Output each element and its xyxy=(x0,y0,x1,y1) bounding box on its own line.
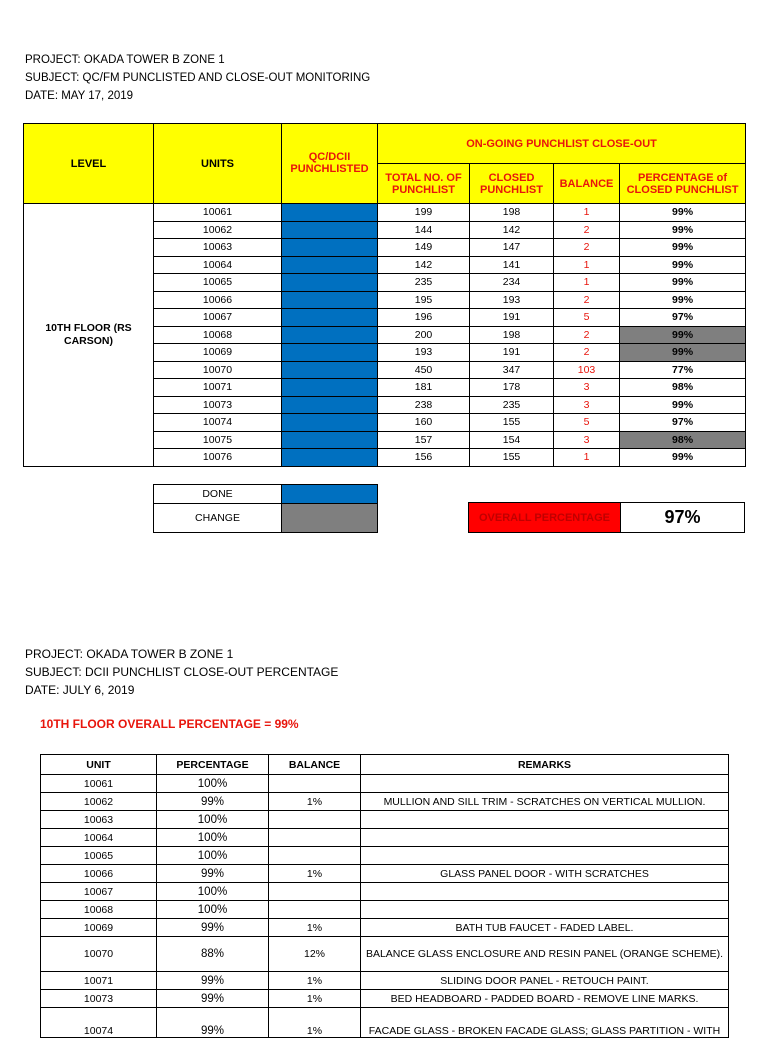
header-units: UNITS xyxy=(154,124,282,204)
balance-cell: 12% xyxy=(269,937,361,972)
qc-status-cell xyxy=(282,204,378,222)
percentage-cell: 99% xyxy=(620,449,746,467)
closed-cell: 147 xyxy=(470,239,554,257)
table-row xyxy=(41,775,729,793)
percentage-cell: 99% xyxy=(620,221,746,239)
percentage-cell: 100% xyxy=(157,901,269,919)
unit-cell: 10064 xyxy=(154,256,282,274)
balance-cell: 2 xyxy=(554,291,620,309)
unit-cell: 10061 xyxy=(41,775,157,793)
total-cell: 235 xyxy=(378,274,470,292)
table-row xyxy=(41,865,729,883)
unit-cell: 10068 xyxy=(154,326,282,344)
unit-cell: 10071 xyxy=(41,972,157,990)
unit-cell: 10073 xyxy=(154,396,282,414)
balance-cell: 1% xyxy=(269,919,361,937)
closed-cell: 141 xyxy=(470,256,554,274)
unit-cell: 10068 xyxy=(41,901,157,919)
balance-cell: 1% xyxy=(269,990,361,1008)
closed-cell: 178 xyxy=(470,379,554,397)
table-row xyxy=(41,919,729,937)
report1-subject: SUBJECT: QC/FM PUNCLISTED AND CLOSE-OUT MONITORING xyxy=(25,72,371,84)
balance-cell: 1% xyxy=(269,972,361,990)
balance-cell: 1% xyxy=(269,865,361,883)
total-cell: 142 xyxy=(378,256,470,274)
balance-cell xyxy=(269,847,361,865)
percentage-cell: 99% xyxy=(620,396,746,414)
closed-cell: 155 xyxy=(470,414,554,432)
balance-cell xyxy=(269,829,361,847)
percentage-cell: 99% xyxy=(620,274,746,292)
balance-cell: 2 xyxy=(554,239,620,257)
total-cell: 181 xyxy=(378,379,470,397)
remarks-cell: GLASS PANEL DOOR - WITH SCRATCHES xyxy=(361,865,729,883)
table-row xyxy=(41,883,729,901)
legend-change-swatch xyxy=(282,504,378,533)
unit-cell: 10067 xyxy=(154,309,282,327)
closed-cell: 155 xyxy=(470,449,554,467)
header-percentage: PERCENTAGE xyxy=(157,755,269,775)
report1-date: DATE: MAY 17, 2019 xyxy=(25,90,134,102)
unit-cell: 10067 xyxy=(41,883,157,901)
table-row xyxy=(41,793,729,811)
report2-subject: SUBJECT: DCII PUNCHLIST CLOSE-OUT PERCENTAGE xyxy=(25,665,339,679)
unit-cell: 10066 xyxy=(154,291,282,309)
qc-status-cell xyxy=(282,449,378,467)
unit-cell: 10070 xyxy=(41,937,157,972)
total-cell: 199 xyxy=(378,204,470,222)
qc-status-cell xyxy=(282,274,378,292)
unit-cell: 10063 xyxy=(41,811,157,829)
percentage-cell: 77% xyxy=(620,361,746,379)
balance-cell: 1 xyxy=(554,204,620,222)
percentage-cell: 99% xyxy=(620,291,746,309)
percentage-cell: 99% xyxy=(620,256,746,274)
unit-cell: 10071 xyxy=(154,379,282,397)
qc-status-cell xyxy=(282,361,378,379)
balance-cell: 1 xyxy=(554,449,620,467)
balance-cell xyxy=(269,775,361,793)
remarks-cell xyxy=(361,847,729,865)
table-row xyxy=(41,901,729,919)
report2-header xyxy=(25,645,338,699)
balance-cell: 5 xyxy=(554,414,620,432)
total-cell: 149 xyxy=(378,239,470,257)
unit-cell: 10062 xyxy=(154,221,282,239)
percentage-cell: 99% xyxy=(620,326,746,344)
percentage-cell: 97% xyxy=(620,414,746,432)
punchlist-monitoring-table xyxy=(23,123,746,467)
total-cell: 195 xyxy=(378,291,470,309)
total-cell: 196 xyxy=(378,309,470,327)
qc-status-cell xyxy=(282,256,378,274)
percentage-cell: 100% xyxy=(157,775,269,793)
remarks-cell: SLIDING DOOR PANEL - RETOUCH PAINT. xyxy=(361,972,729,990)
unit-cell: 10073 xyxy=(41,990,157,1008)
percentage-cell: 100% xyxy=(157,811,269,829)
percentage-cell: 98% xyxy=(620,431,746,449)
unit-cell: 10074 xyxy=(154,414,282,432)
balance-cell: 2 xyxy=(554,344,620,362)
floor-overall-percentage: 10TH FLOOR OVERALL PERCENTAGE = 99% xyxy=(40,717,299,731)
total-cell: 157 xyxy=(378,431,470,449)
total-cell: 160 xyxy=(378,414,470,432)
balance-cell xyxy=(269,811,361,829)
level-name: 10TH FLOOR (RS CARSON) xyxy=(24,204,154,467)
remarks-cell xyxy=(361,811,729,829)
header-total: TOTAL NO. OF PUNCHLIST xyxy=(378,164,470,204)
balance-cell xyxy=(269,901,361,919)
unit-cell: 10074 xyxy=(41,1008,157,1038)
total-cell: 144 xyxy=(378,221,470,239)
closed-cell: 235 xyxy=(470,396,554,414)
closed-cell: 154 xyxy=(470,431,554,449)
unit-cell: 10069 xyxy=(154,344,282,362)
header-closed: CLOSED PUNCHLIST xyxy=(470,164,554,204)
table-row xyxy=(24,204,746,222)
percentage-cell: 100% xyxy=(157,883,269,901)
qc-status-cell xyxy=(282,396,378,414)
table-row xyxy=(41,937,729,972)
balance-cell: 1% xyxy=(269,793,361,811)
percentage-cell: 100% xyxy=(157,829,269,847)
unit-cell: 10076 xyxy=(154,449,282,467)
qc-status-cell xyxy=(282,326,378,344)
unit-cell: 10063 xyxy=(154,239,282,257)
qc-status-cell xyxy=(282,309,378,327)
balance-cell: 1 xyxy=(554,256,620,274)
unit-cell: 10062 xyxy=(41,793,157,811)
unit-cell: 10075 xyxy=(154,431,282,449)
header-remarks: REMARKS xyxy=(361,755,729,775)
percentage-cell: 99% xyxy=(157,972,269,990)
legend-done-label: DONE xyxy=(154,485,282,504)
percentage-cell: 100% xyxy=(157,847,269,865)
qc-status-cell xyxy=(282,221,378,239)
closed-cell: 234 xyxy=(470,274,554,292)
legend-done-swatch xyxy=(282,485,378,504)
report1-project: PROJECT: OKADA TOWER B ZONE 1 xyxy=(25,54,225,66)
remarks-cell xyxy=(361,883,729,901)
closed-cell: 191 xyxy=(470,344,554,362)
report2-date: DATE: JULY 6, 2019 xyxy=(25,683,135,697)
percentage-cell: 99% xyxy=(157,1008,269,1038)
closed-cell: 193 xyxy=(470,291,554,309)
percentage-cell: 99% xyxy=(620,344,746,362)
qc-status-cell xyxy=(282,344,378,362)
table-row xyxy=(41,1008,729,1038)
unit-cell: 10070 xyxy=(154,361,282,379)
balance-cell: 103 xyxy=(554,361,620,379)
total-cell: 450 xyxy=(378,361,470,379)
unit-cell: 10069 xyxy=(41,919,157,937)
overall-percentage-label: OVERALL PERCENTAGE xyxy=(469,503,621,533)
balance-cell: 5 xyxy=(554,309,620,327)
percentage-cell: 99% xyxy=(157,919,269,937)
qc-status-cell xyxy=(282,379,378,397)
unit-cell: 10065 xyxy=(41,847,157,865)
balance-cell: 2 xyxy=(554,326,620,344)
balance-cell: 3 xyxy=(554,396,620,414)
closed-cell: 198 xyxy=(470,326,554,344)
qc-status-cell xyxy=(282,431,378,449)
balance-cell: 1% xyxy=(269,1008,361,1038)
unit-cell: 10061 xyxy=(154,204,282,222)
closed-cell: 142 xyxy=(470,221,554,239)
remarks-cell xyxy=(361,829,729,847)
unit-cell: 10064 xyxy=(41,829,157,847)
percentage-cell: 99% xyxy=(620,239,746,257)
table-row xyxy=(41,811,729,829)
total-cell: 238 xyxy=(378,396,470,414)
remarks-cell: BALANCE GLASS ENCLOSURE AND RESIN PANEL (ORANGE SCHEME). xyxy=(361,937,729,972)
table-row xyxy=(41,990,729,1008)
header-balance: BALANCE xyxy=(269,755,361,775)
total-cell: 200 xyxy=(378,326,470,344)
balance-cell: 1 xyxy=(554,274,620,292)
qc-status-cell xyxy=(282,414,378,432)
header-percentage: PERCENTAGE of CLOSED PUNCHLIST xyxy=(620,164,746,204)
header-ongoing: ON-GOING PUNCHLIST CLOSE-OUT xyxy=(378,124,746,164)
closeout-percentage-table xyxy=(40,754,729,1038)
report2-project: PROJECT: OKADA TOWER B ZONE 1 xyxy=(25,647,234,661)
remarks-cell: BED HEADBOARD - PADDED BOARD - REMOVE LINE MARKS. xyxy=(361,990,729,1008)
table-row xyxy=(41,829,729,847)
balance-cell: 3 xyxy=(554,379,620,397)
header-level: LEVEL xyxy=(24,124,154,204)
percentage-cell: 98% xyxy=(620,379,746,397)
percentage-cell: 99% xyxy=(620,204,746,222)
table-row xyxy=(41,847,729,865)
table-row xyxy=(41,972,729,990)
header-balance: BALANCE xyxy=(554,164,620,204)
header-qc-punchlisted: QC/DCII PUNCHLISTED xyxy=(282,124,378,204)
percentage-cell: 88% xyxy=(157,937,269,972)
qc-status-cell xyxy=(282,291,378,309)
report1-header xyxy=(25,51,370,105)
qc-status-cell xyxy=(282,239,378,257)
remarks-cell: MULLION AND SILL TRIM - SCRATCHES ON VERTICAL MULLION. xyxy=(361,793,729,811)
total-cell: 156 xyxy=(378,449,470,467)
unit-cell: 10065 xyxy=(154,274,282,292)
remarks-cell xyxy=(361,901,729,919)
remarks-cell xyxy=(361,775,729,793)
percentage-cell: 99% xyxy=(157,990,269,1008)
closed-cell: 198 xyxy=(470,204,554,222)
unit-cell: 10066 xyxy=(41,865,157,883)
overall-percentage-box xyxy=(468,502,745,533)
percentage-cell: 99% xyxy=(157,793,269,811)
closed-cell: 191 xyxy=(470,309,554,327)
percentage-cell: 97% xyxy=(620,309,746,327)
balance-cell xyxy=(269,883,361,901)
total-cell: 193 xyxy=(378,344,470,362)
balance-cell: 2 xyxy=(554,221,620,239)
remarks-cell: FACADE GLASS - BROKEN FACADE GLASS; GLASS PARTITION - WITH xyxy=(361,1008,729,1038)
legend-change-label: CHANGE xyxy=(154,504,282,533)
remarks-cell: BATH TUB FAUCET - FADED LABEL. xyxy=(361,919,729,937)
percentage-cell: 99% xyxy=(157,865,269,883)
overall-percentage-value: 97% xyxy=(621,503,745,533)
status-legend xyxy=(153,484,378,533)
closed-cell: 347 xyxy=(470,361,554,379)
header-unit: UNIT xyxy=(41,755,157,775)
balance-cell: 3 xyxy=(554,431,620,449)
